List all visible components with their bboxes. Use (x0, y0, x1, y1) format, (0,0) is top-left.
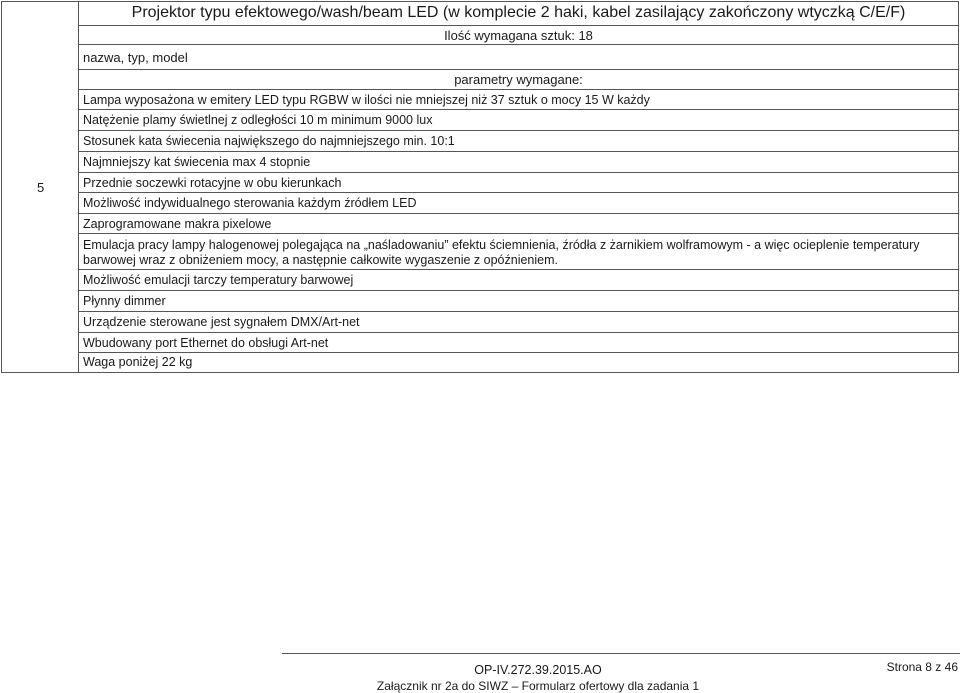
param-row: Lampa wyposażona w emitery LED typu RGBW w ilości nie mniejszej niż 37 sztuk o mocy 15 W każdy (79, 90, 958, 110)
param-row: Natężenie plamy świetlnej z odległości 10 m minimum 9000 lux (79, 110, 958, 131)
param-row: Możliwość indywidualnego sterowania każdym źródłem LED (79, 193, 958, 214)
param-row: Możliwość emulacji tarczy temperatury barwowej (79, 270, 958, 291)
param-row: Waga poniżej 22 kg (83, 355, 193, 369)
param-row: Wbudowany port Ethernet do obsługi Art-net (79, 333, 958, 353)
params-label: parametry wymagane: (79, 70, 958, 90)
page-number: Strona 8 z 46 (886, 660, 958, 674)
param-row: Przednie soczewki rotacyjne w obu kierunkach (79, 173, 958, 193)
model-label: nazwa, typ, model (79, 45, 958, 70)
param-row: Najmniejszy kat świecenia max 4 stopnie (79, 152, 958, 173)
item-number-cell (2, 2, 79, 372)
item-title: Projektor typu efektowego/wash/beam LED (w komplecie 2 haki, kabel zasilający zakończony wtyczką C/E/F) (79, 2, 958, 26)
item-quantity: Ilość wymagana sztuk: 18 (79, 26, 958, 45)
param-row: Płynny dimmer (79, 291, 958, 312)
param-row: Stosunek kata świecenia największego do najmniejszego min. 10:1 (79, 131, 958, 152)
footer-subtitle: Załącznik nr 2a do SIWZ – Formularz ofertowy dla zadania 1 (376, 679, 700, 693)
spec-table (1, 1, 959, 373)
footer-reference: OP-IV.272.39.2015.AO (474, 663, 602, 677)
param-row: Urządzenie sterowane jest sygnałem DMX/Art-net (79, 312, 958, 333)
param-row: Zaprogramowane makra pixelowe (79, 214, 958, 234)
footer-divider (282, 653, 960, 654)
item-number: 5 (37, 180, 45, 195)
item-content-cell (79, 2, 958, 372)
param-row: Emulacja pracy lampy halogenowej polegająca na „naśladowaniu” efektu ściemnienia, źródła z żarnikiem wolframowym - a więc ocieplenie temperatury barwowej wraz z obniżeniem mocy, a następnie całkowite wygaszenie z opóźnieniem. (79, 234, 958, 270)
